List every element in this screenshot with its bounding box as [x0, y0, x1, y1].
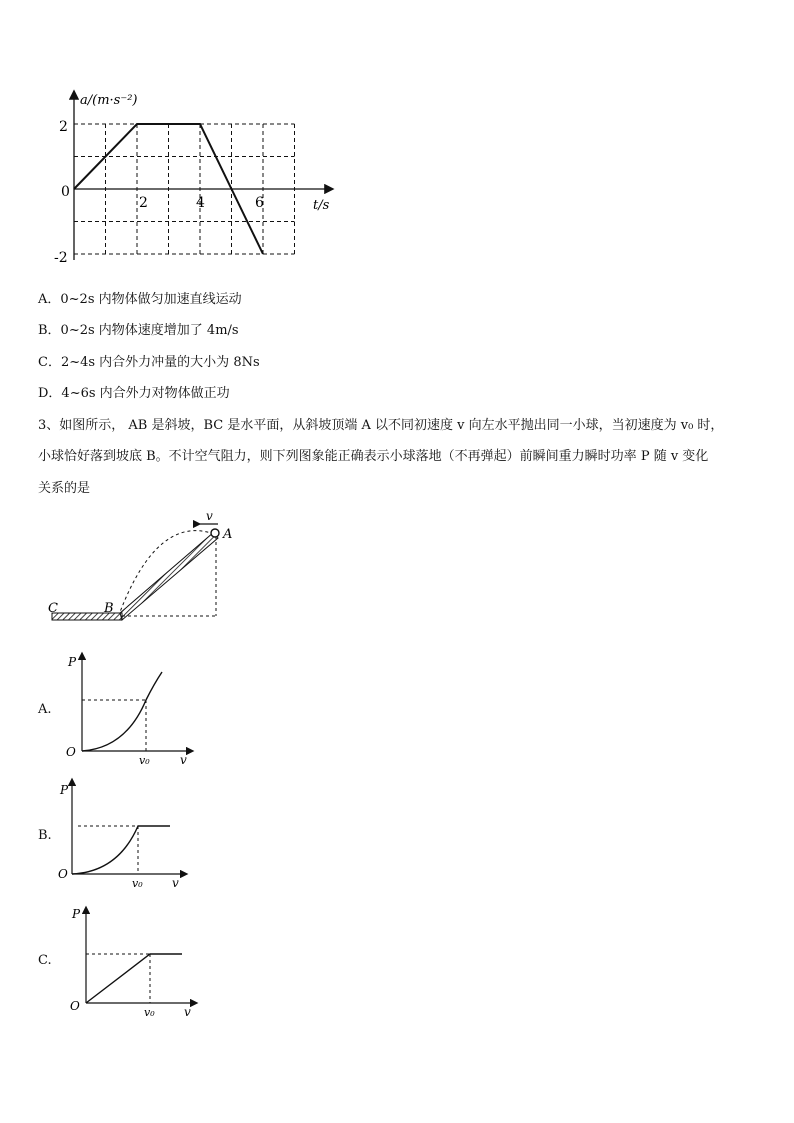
- slope-ab: [120, 532, 218, 620]
- option-c-graph: [64, 902, 204, 1022]
- option-c: C．2~4s 内合外力冲量的大小为 8Ns: [38, 355, 260, 370]
- y-tick-neg2: -2: [54, 250, 68, 266]
- power-line: [86, 954, 182, 1003]
- option-a-label: A.: [38, 702, 52, 717]
- v0-label: v₀: [144, 1006, 155, 1019]
- option-a-graph: [62, 648, 202, 768]
- ball: [211, 529, 219, 537]
- v0-label: v₀: [132, 877, 143, 890]
- point-c-label: C: [48, 601, 58, 616]
- power-curve: [82, 672, 162, 751]
- option-d: D．4~6s 内合外力对物体做正功: [38, 386, 230, 401]
- y-axis-label: P: [72, 907, 81, 921]
- x-tick-6: 6: [255, 195, 264, 211]
- origin-label: O: [70, 999, 80, 1013]
- q3-line-1: 3、如图所示， AB 是斜坡，BC 是水平面，从斜坡顶端 A 以不同初速度 v 向左水平抛出同一小球，当初速度为 v₀ 时，: [38, 418, 724, 433]
- option-a: A．0~2s 内物体做匀加速直线运动: [38, 292, 242, 307]
- slope-figure: [40, 512, 250, 630]
- q3-line-3: 关系的是: [38, 481, 91, 496]
- x-tick-2: 2: [139, 195, 148, 211]
- x-axis-label: v: [180, 753, 187, 767]
- power-curve: [72, 826, 170, 874]
- x-axis-label: v: [184, 1005, 191, 1019]
- y-axis-label: P: [60, 783, 69, 797]
- x-axis-label: v: [172, 876, 179, 890]
- point-a-label: A: [223, 527, 233, 542]
- trajectory: [120, 531, 214, 612]
- v0-label: v₀: [139, 754, 150, 767]
- option-b-label: B.: [38, 828, 52, 843]
- origin-label: 0: [61, 184, 70, 200]
- y-axis-label: a/(m·s⁻²): [80, 93, 138, 108]
- point-b-label: B: [104, 601, 114, 616]
- acceleration-time-graph: [50, 80, 350, 275]
- option-b-graph: [58, 774, 198, 894]
- y-tick-2: 2: [59, 119, 68, 135]
- origin-label: O: [58, 867, 68, 881]
- velocity-label: v: [206, 512, 213, 523]
- option-c-label: C.: [38, 953, 52, 968]
- origin-label: O: [66, 745, 76, 759]
- q3-line-2: 小球恰好落到坡底 B。不计空气阻力，则下列图象能正确表示小球落地（不再弹起）前瞬间重力瞬时功率 P 随 v 变化: [38, 449, 709, 464]
- x-axis-label: t/s: [313, 198, 330, 213]
- option-b: B．0~2s 内物体速度增加了 4m/s: [38, 323, 239, 338]
- y-axis-label: P: [68, 655, 77, 669]
- x-tick-4: 4: [196, 195, 205, 211]
